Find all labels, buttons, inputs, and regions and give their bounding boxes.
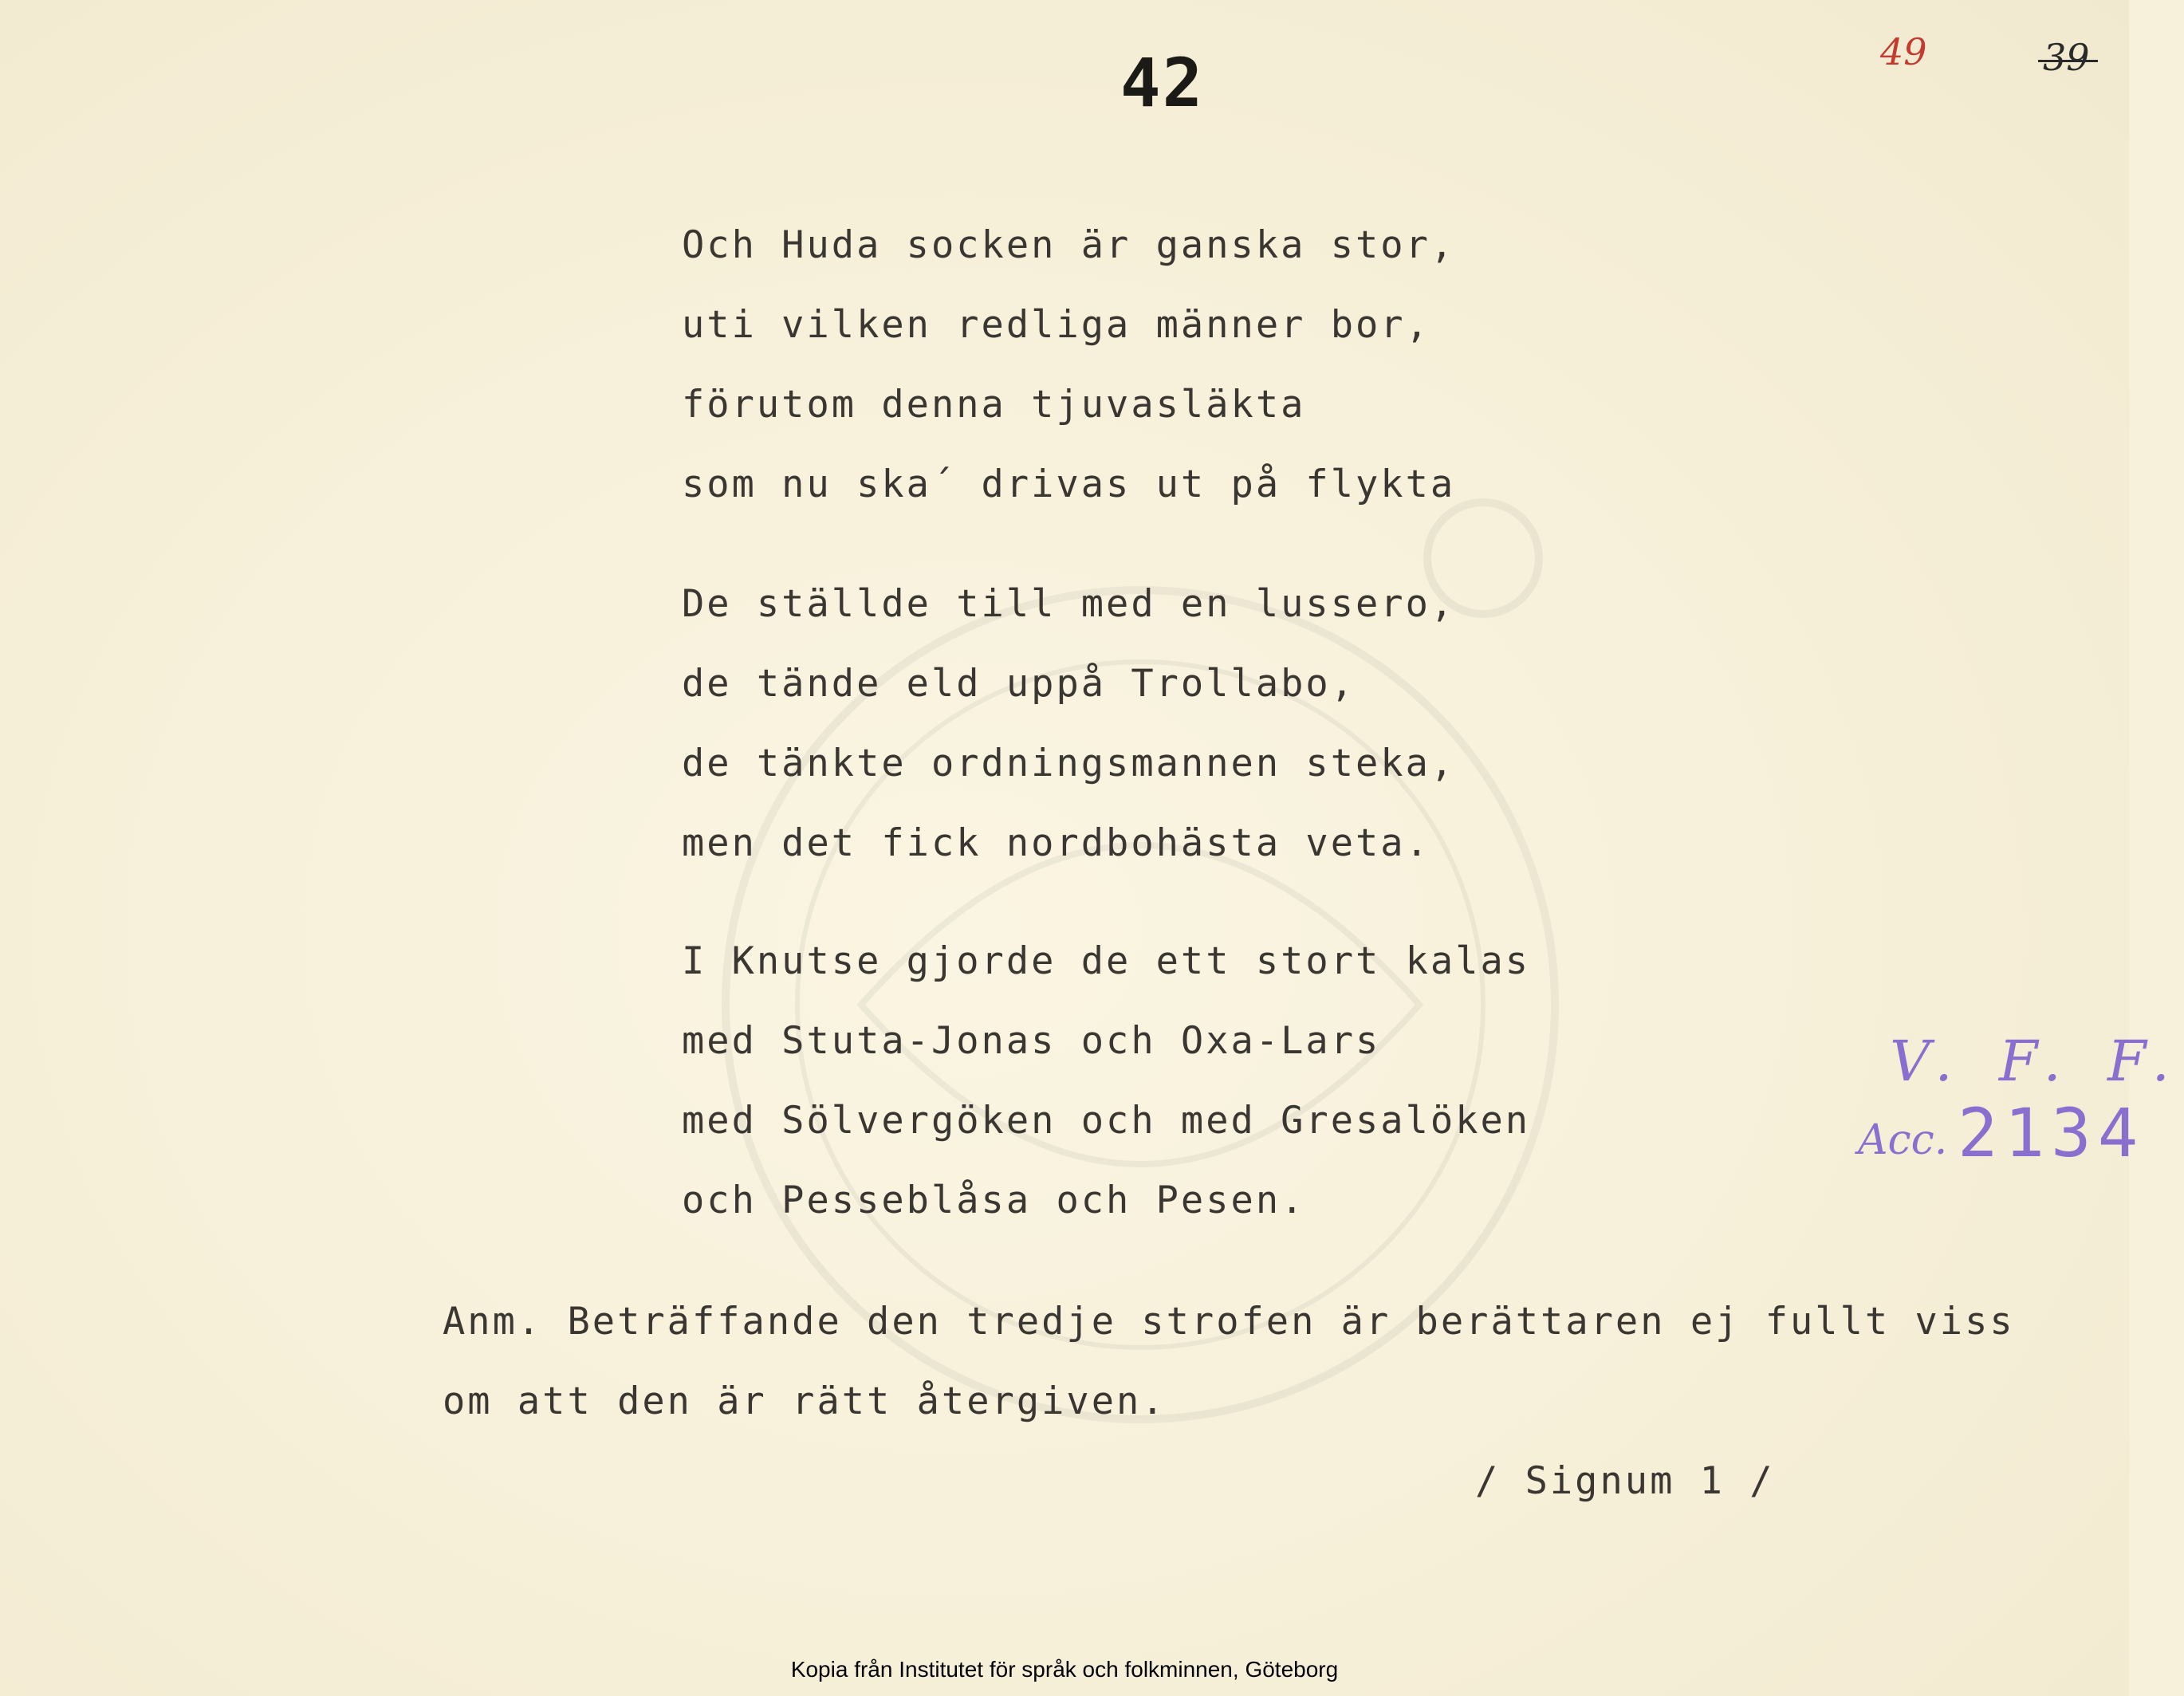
- verse-line: förutom denna tjuvasläkta: [682, 383, 1306, 427]
- verse-line: De ställde till med en lussero,: [682, 582, 1456, 626]
- handwritten-crossed-number: [2043, 36, 2090, 79]
- stamp-vff: V. F. F.: [1890, 1029, 2184, 1094]
- verse-line: I Knutse gjorde de ett stort kalas: [682, 939, 1531, 983]
- verse-line: men det fick nordbohästa veta.: [682, 821, 1430, 865]
- strike-through-line: [2038, 60, 2098, 62]
- verse-line: de tänkte ordningsmannen steka,: [682, 742, 1456, 785]
- footer-credit: Kopia från Institutet för språk och folkminnen, Göteborg: [790, 1657, 1339, 1682]
- note-line: Anm. Beträffande den tredje strofen är berättaren ej fullt viss: [443, 1300, 2015, 1344]
- stamp-acc-label: Acc.: [1858, 1116, 1948, 1164]
- verse-line: och Pesseblåsa och Pesen.: [682, 1179, 1306, 1222]
- note-line: om att den är rätt återgiven.: [443, 1379, 1167, 1423]
- handwritten-red-number: 49: [1880, 30, 1927, 73]
- stamp-acc-number: 2134: [1958, 1094, 2145, 1172]
- verse-line: uti vilken redliga männer bor,: [682, 303, 1430, 347]
- verse-line: med Sölvergöken och med Gresalöken: [682, 1099, 1531, 1143]
- verse-line: Och Huda socken är ganska stor,: [682, 223, 1456, 267]
- crossed-number-text: 39: [2043, 36, 2090, 79]
- page-number: 42: [1120, 44, 1205, 122]
- signature: / Signum 1 /: [1475, 1459, 1775, 1503]
- verse-line: som nu ska´ drivas ut på flykta: [682, 462, 1456, 506]
- verse-line: med Stuta-Jonas och Oxa-Lars: [682, 1019, 1381, 1063]
- verse-line: de tände eld uppå Trollabo,: [682, 662, 1356, 706]
